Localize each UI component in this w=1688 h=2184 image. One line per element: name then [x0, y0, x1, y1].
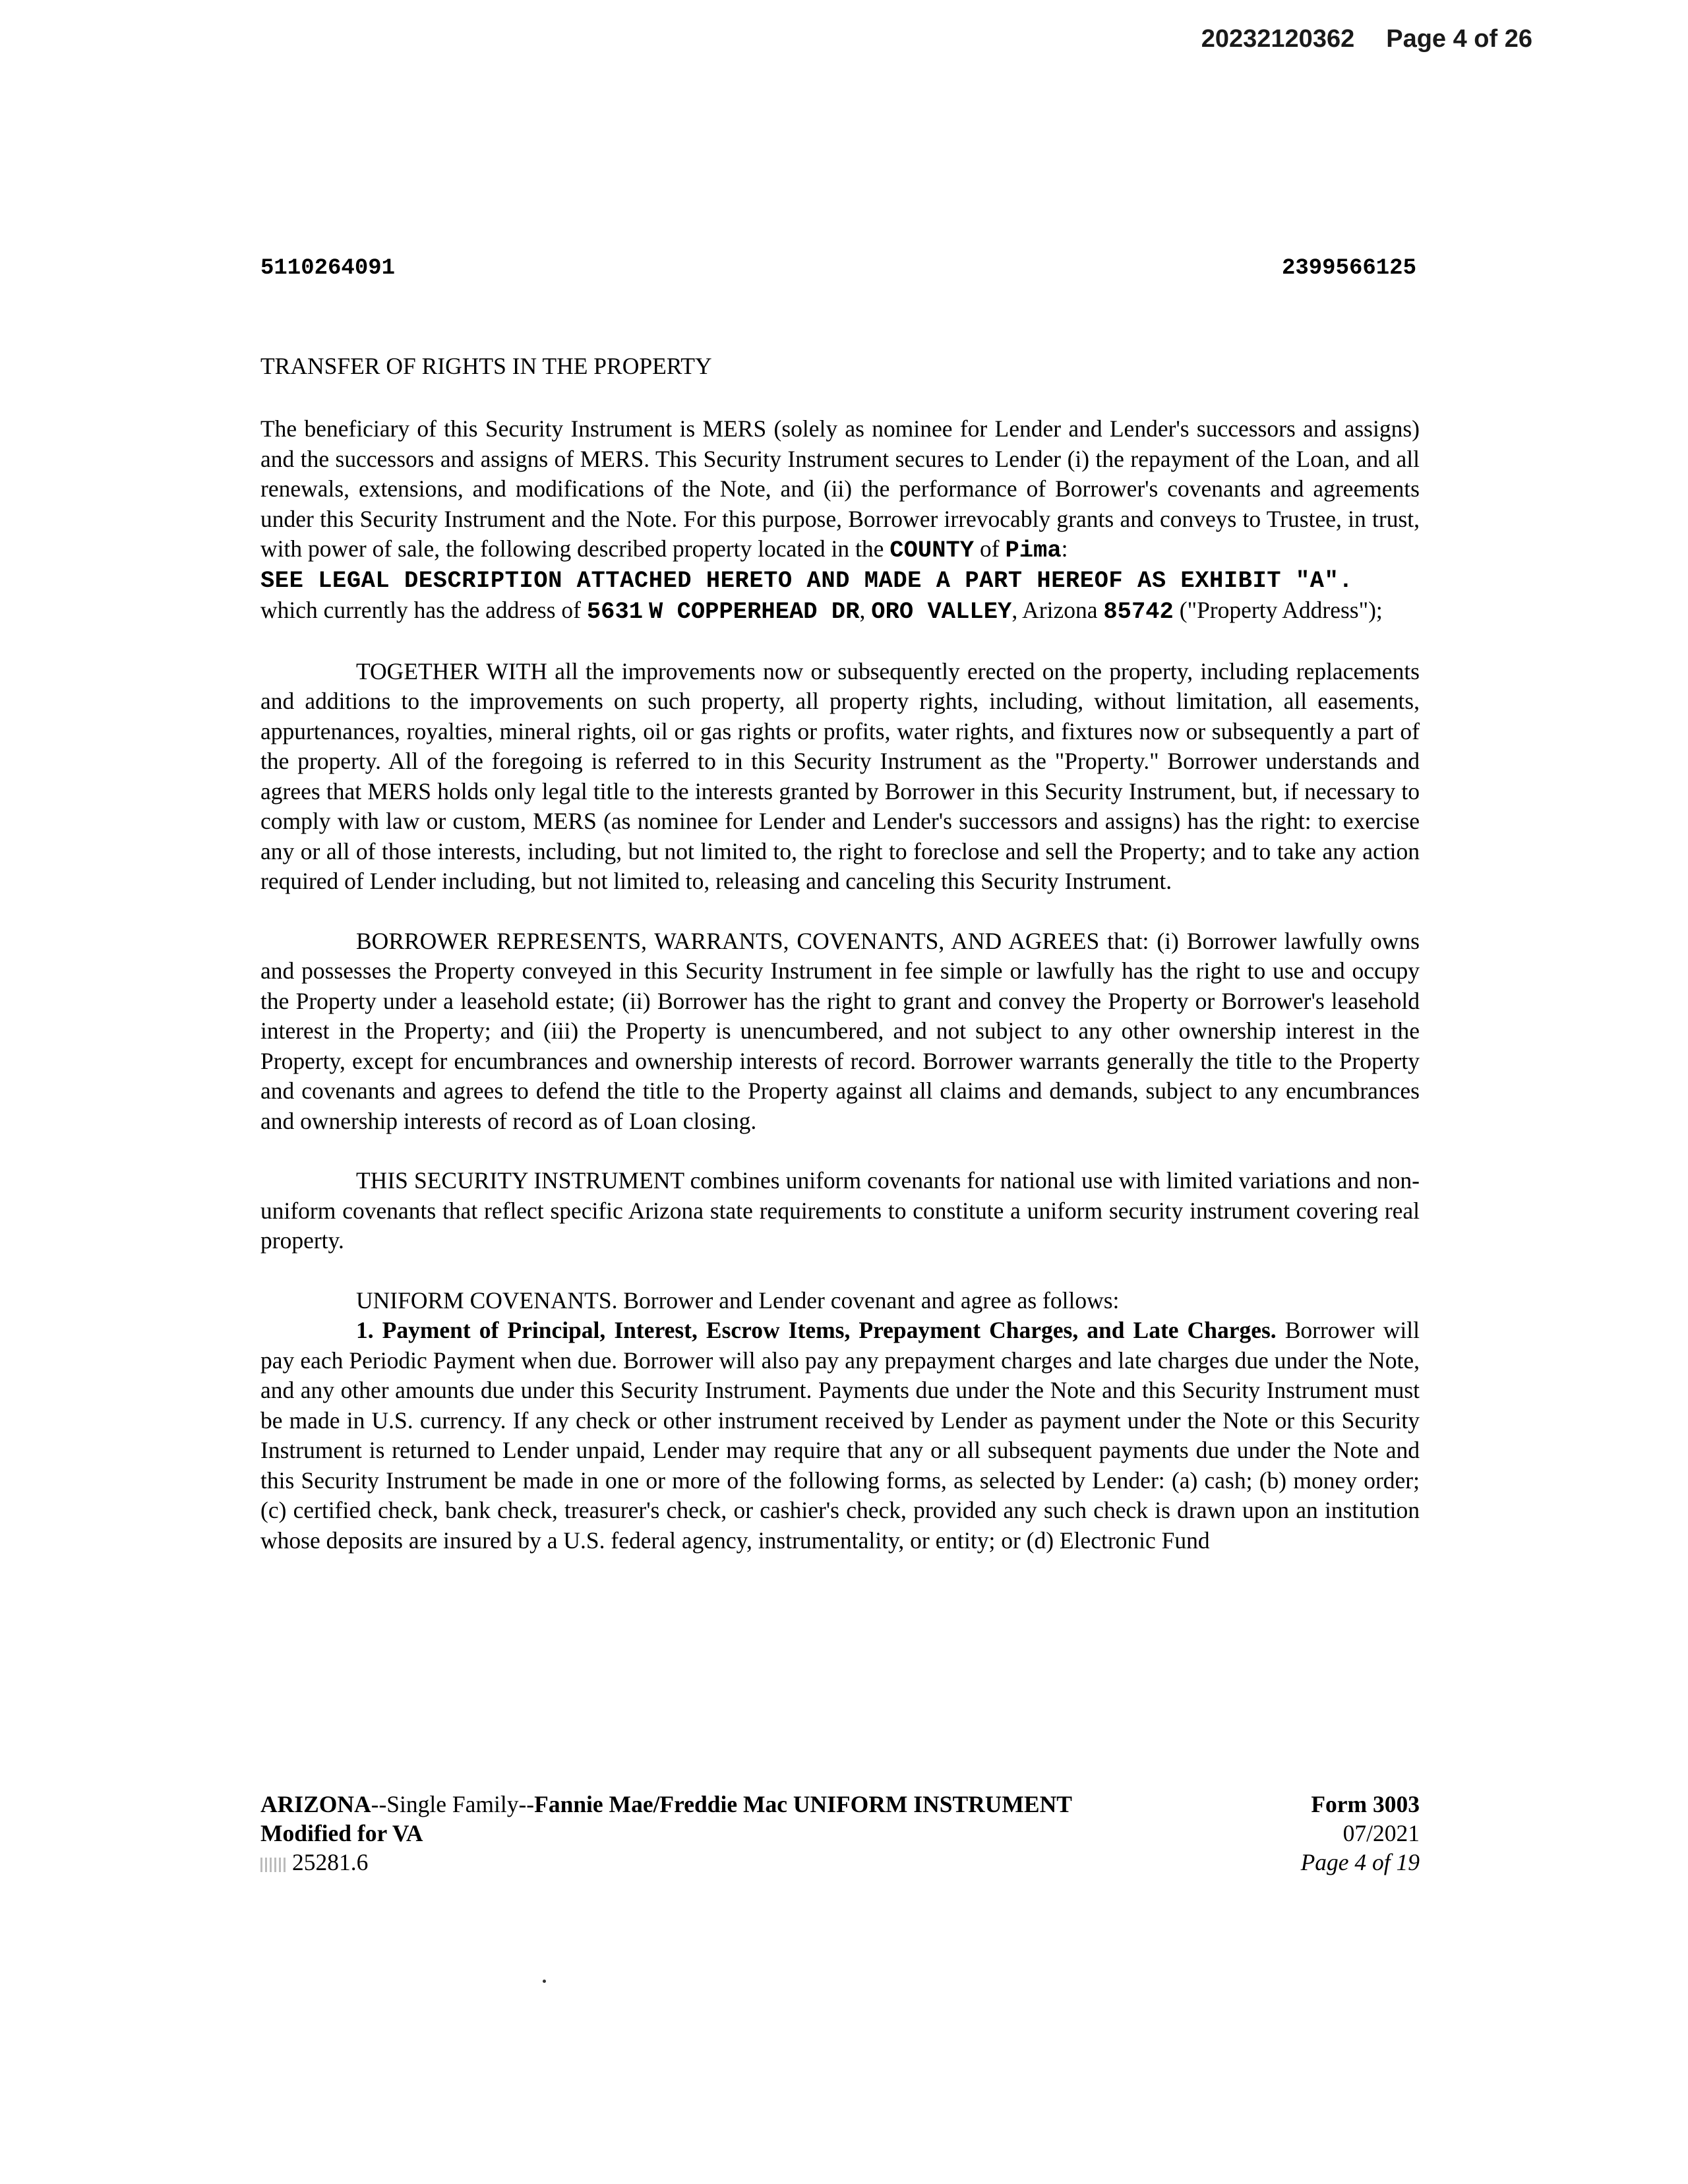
form-number: Form 3003: [1311, 1791, 1420, 1817]
loan-number: 5110264091: [260, 256, 396, 281]
this-security-paragraph: THIS SECURITY INSTRUMENT combines uniform covenants for national use with limited variations and non-uniform covenants that reflect specific Arizona state requirements to constitute a uniform security instrument covering real property.: [260, 1167, 1420, 1254]
footer-state: ARIZONA: [260, 1791, 371, 1817]
form-date: 07/2021: [1342, 1820, 1420, 1846]
transfer-text: The beneficiary of this Security Instrument is MERS (solely as nominee for Lender and Lender's successors and assigns) and the successors and assigns of MERS. This Security Instrument secures to Lender (i) the repayment of the Loan, and all renewals, extensions, and modifications of the Note, and (ii) the performance of Borrower's covenants and agreements under this Security Instrument and the Note. For this purpose, Borrower irrevocably grants and conveys to Trustee, in trust, with power of sale, the following described property located in the: [260, 415, 1420, 562]
footer-left: [260, 1790, 1072, 1877]
min-number: 2399566125: [1281, 256, 1416, 281]
uniform-covenants-heading: UNIFORM COVENANTS. Borrower and Lender covenant and agree as follows:: [356, 1287, 1120, 1314]
property-address: [260, 595, 1420, 627]
address-prefix: which currently has the address of: [260, 597, 587, 623]
footer-instrument: Fannie Mae/Freddie Mac UNIFORM INSTRUMENT: [534, 1791, 1072, 1817]
footer-code: 25281.6: [292, 1849, 369, 1875]
recording-doc-number: 20232120362: [1201, 25, 1355, 53]
document-body: [260, 414, 1420, 1556]
city: ORO VALLEY: [871, 598, 1012, 625]
section-heading: TRANSFER OF RIGHTS IN THE PROPERTY: [260, 353, 712, 379]
form-footer: [260, 1790, 1420, 1877]
covenant-1-paragraph: [260, 1316, 1420, 1556]
colon: :: [1061, 535, 1068, 562]
address-suffix: ("Property Address");: [1173, 597, 1383, 623]
zip-code: 85742: [1103, 598, 1174, 625]
footer-line-2: Modified for VA: [260, 1820, 423, 1846]
together-with-paragraph: TOGETHER WITH all the improvements now or subsequently erected on the property, including replacements and additions to the improvements on such property, all property rights, including, without limitation, all easements, appurtenances, royalties, mineral rights, oil or gas rights or profits, water rights, and fixtures now or subsequently a part of the property. All of the foregoing is referred to in this Security Instrument as the "Property." Borrower understands and agrees that MERS holds only legal title to the interests granted by Borrower in this Security Instrument, but, if necessary to comply with law or custom, MERS (as nominee for Lender and Lender's successors and assigns) has the right: to exercise any or all of those interests, including, but not limited to, the right to foreclose and sell the Property; and to take any action required of Lender including, but not limited to, releasing and canceling this Security Instrument.: [260, 657, 1420, 894]
state-text: , Arizona: [1011, 597, 1104, 623]
covenant-1-text: Borrower will pay each Periodic Payment when due. Borrower will also pay any prepayment charges and late charges due under the Note, and any other amounts due under this Security Instrument. Payments due under the Note and this Security Instrument must be made in U.S. currency. If any check or other instrument received by Lender as payment under the Note or this Security Instrument is returned to Lender unpaid, Lender may require that any or all subsequent payments due under the Note and this Security Instrument be made in one or more of the following forms, as selected by Lender: (a) cash; (b) money order; (c) certified check, bank check, treasurer's check, or cashier's check, provided any such check is drawn upon an institution whose deposits are insured by a U.S. federal agency, instrumentality, or entity; or (d) Electronic Fund: [260, 1317, 1420, 1554]
footer-family: --Single Family--: [371, 1791, 535, 1817]
form-page: Page 4 of 19: [1300, 1849, 1420, 1875]
comma: ,: [859, 597, 872, 623]
legal-description: SEE LEGAL DESCRIPTION ATTACHED HERETO AND MADE A PART HEREOF AS EXHIBIT "A".: [260, 566, 1354, 594]
street-name: W COPPERHEAD DR: [648, 598, 860, 625]
covenant-1-title: 1. Payment of Principal, Interest, Escrow Items, Prepayment Charges, and Late Charges.: [356, 1317, 1277, 1343]
of-text: of: [974, 535, 1006, 562]
scan-speck: [543, 1980, 546, 1983]
county-name: Pima: [1005, 537, 1062, 564]
recording-page-label: Page 4 of 26: [1386, 25, 1532, 53]
street-number: 5631: [586, 598, 644, 625]
borrower-represents-paragraph: BORROWER REPRESENTS, WARRANTS, COVENANTS, AND AGREES that: (i) Borrower lawfully owns and possesses the Property conveyed in this Security Instrument in fee simple or lawfully has the right to use and occupy the Property under a leasehold estate; (ii) Borrower has the right to grant and convey the Property or Borrower's leasehold interest in the Property; and (iii) the Property is unencumbered, and not subject to any other ownership interest in the Property, except for encumbrances and ownership interests of record. Borrower warrants generally the title to the Property and covenants and agrees to defend the title to the Property against all claims and demands, subject to any encumbrances and ownership interests of record as of Loan closing.: [260, 927, 1420, 1134]
footer-line-3: [260, 1848, 1072, 1877]
footer-line-1: [260, 1790, 1072, 1819]
transfer-paragraph: [260, 414, 1420, 566]
ellie-mae-logo-icon: [260, 1858, 286, 1872]
footer-right: [1301, 1790, 1420, 1877]
county-label: COUNTY: [889, 537, 975, 564]
recording-header: [1201, 25, 1532, 53]
